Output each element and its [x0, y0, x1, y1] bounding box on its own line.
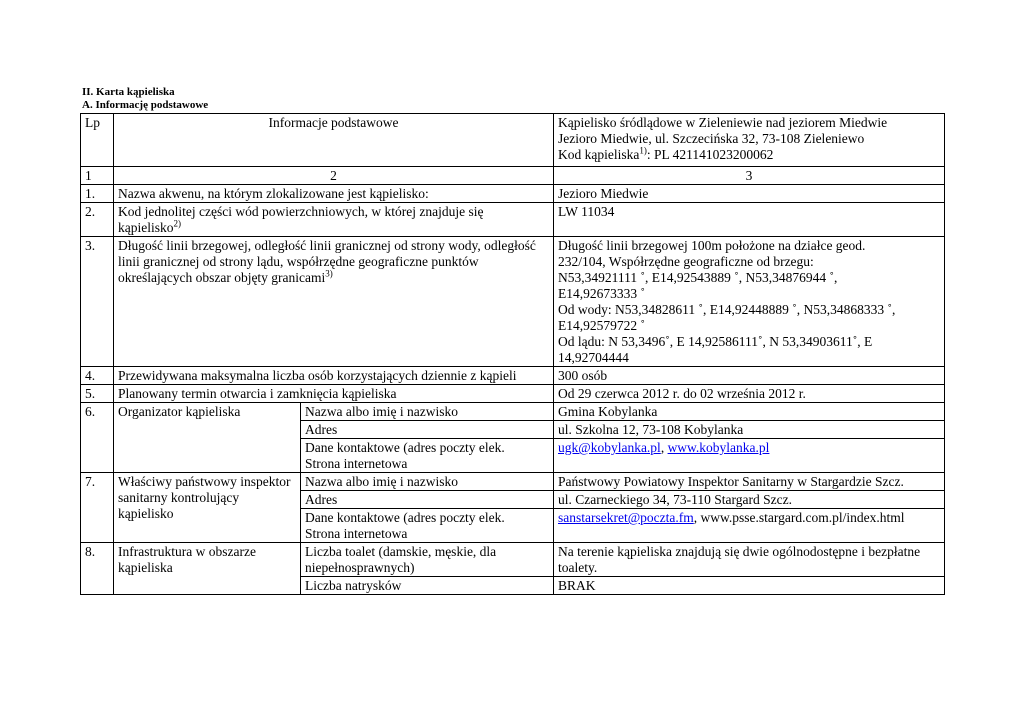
table-row: [81, 543, 945, 577]
header-value-line1: Kąpielisko śródlądowe w Zieleniewie nad jeziorem Miedwie: [558, 115, 888, 130]
row-label: Infrastruktura w obszarze kąpieliska: [114, 543, 301, 595]
row-lp: 7.: [81, 473, 114, 543]
coord-line: 232/104, Współrzędne geograficzne od brzegu:: [558, 254, 814, 269]
sub-label: Nazwa albo imię i nazwisko: [301, 403, 554, 421]
website-link[interactable]: www.kobylanka.pl: [667, 440, 770, 455]
table-row: [81, 185, 945, 203]
table-row: [81, 403, 945, 421]
sub-value: [554, 439, 945, 473]
table-header-row: [81, 114, 945, 167]
header-value: [554, 114, 945, 167]
sub-value: Na terenie kąpieliska znajdują się dwie ogólnodostępne i bezpłatne toalety.: [554, 543, 945, 577]
row-lp: 3.: [81, 237, 114, 367]
table-row: [81, 385, 945, 403]
sub-label: Liczba toalet (damskie, męskie, dla niepełnosprawnych): [301, 543, 554, 577]
colnum-1: 1: [81, 167, 114, 185]
table-row: [81, 237, 945, 367]
table-row: [81, 367, 945, 385]
coord-line: N53,34921111 ˚, E14,92543889 ˚, N53,34876944 ˚,: [558, 270, 838, 285]
contact-label-line2: Strona internetowa: [305, 456, 408, 471]
row-label: Organizator kąpieliska: [114, 403, 301, 473]
row-lp: 4.: [81, 367, 114, 385]
bathing-area-table: [80, 113, 945, 595]
subsection-heading: A. Informację podstawowe: [82, 99, 209, 111]
row-label: [114, 237, 554, 367]
footnote-marker: 1): [639, 145, 647, 156]
contact-label-line1: Dane kontaktowe (adres poczty elek.: [305, 440, 505, 455]
email-link[interactable]: sanstarsekret@poczta.fm: [558, 510, 694, 525]
sub-value: [554, 509, 945, 543]
bathing-code-label: Kod kąpieliska: [558, 147, 640, 162]
website-text: , www.psse.stargard.com.pl/index.html: [693, 510, 905, 525]
sub-value: ul. Szkolna 12, 73-108 Kobylanka: [554, 421, 945, 439]
colnum-3: 3: [554, 167, 945, 185]
sub-value: ul. Czarneckiego 34, 73-110 Stargard Szcz.: [554, 491, 945, 509]
coord-line: 14,92704444: [558, 350, 629, 365]
contact-label-line1: Dane kontaktowe (adres poczty elek.: [305, 510, 505, 525]
column-numbers-row: [81, 167, 945, 185]
row-label: Planowany termin otwarcia i zamknięcia kąpieliska: [114, 385, 554, 403]
colnum-2: 2: [114, 167, 554, 185]
sub-value: Państwowy Powiatowy Inspektor Sanitarny w Stargardzie Szcz.: [554, 473, 945, 491]
email-link[interactable]: ugk@kobylanka.pl: [558, 440, 661, 455]
row-lp: 2.: [81, 203, 114, 237]
table-row: [81, 473, 945, 491]
sub-label: [301, 509, 554, 543]
row-value: Jezioro Miedwie: [554, 185, 945, 203]
row-label: Nazwa akwenu, na którym zlokalizowane jest kąpielisko:: [114, 185, 554, 203]
coord-line: Długość linii brzegowej 100m położone na działce geod.: [558, 238, 866, 253]
row-lp: 1.: [81, 185, 114, 203]
coord-line: Od wody: N53,34828611 ˚, E14,92448889 ˚, N53,34868333 ˚,: [558, 302, 896, 317]
header-value-line3: [558, 147, 940, 163]
sub-label: Nazwa albo imię i nazwisko: [301, 473, 554, 491]
sub-value: Gmina Kobylanka: [554, 403, 945, 421]
header-info: Informacje podstawowe: [114, 114, 554, 167]
row-lp: 6.: [81, 403, 114, 473]
bathing-code-value: : PL 421141023200062: [646, 147, 774, 162]
contact-label-line2: Strona internetowa: [305, 526, 408, 541]
separator: ,: [660, 440, 668, 455]
row-value: Od 29 czerwca 2012 r. do 02 września 2012 r.: [554, 385, 945, 403]
coord-line: Od lądu: N 53,3496˚, E 14,92586111˚, N 53,34903611˚, E: [558, 334, 873, 349]
row-value: LW 11034: [554, 203, 945, 237]
sub-value: BRAK: [554, 577, 945, 595]
row-label-text: Kod jednolitej części wód powierzchniowych, w której znajduje się kąpielisko: [118, 204, 484, 235]
row-label: Właściwy państwowy inspektor sanitarny kontrolujący kąpielisko: [114, 473, 301, 543]
row-label: Przewidywana maksymalna liczba osób korzystających dziennie z kąpieli: [114, 367, 554, 385]
coord-line: E14,92673333 ˚: [558, 286, 646, 301]
footnote-marker: 3): [325, 268, 333, 279]
row-lp: 5.: [81, 385, 114, 403]
section-heading: II. Karta kąpieliska: [82, 86, 175, 98]
row-label-text: Długość linii brzegowej, odległość linii granicznej od strony wody, odległość linii granicznej od strony lądu, współrzędne geograficzne punktów określających obszar objęty granicami: [118, 238, 536, 285]
row-value: 300 osób: [554, 367, 945, 385]
sub-label: Liczba natrysków: [301, 577, 554, 595]
sub-label: [301, 439, 554, 473]
coord-line: E14,92579722 ˚: [558, 318, 646, 333]
row-lp: 8.: [81, 543, 114, 595]
sub-label: Adres: [301, 491, 554, 509]
row-label: [114, 203, 554, 237]
header-value-line2: Jezioro Miedwie, ul. Szczecińska 32, 73-108 Zieleniewo: [558, 131, 865, 146]
row-value: [554, 237, 945, 367]
footnote-marker: 2): [173, 218, 181, 229]
sub-label: Adres: [301, 421, 554, 439]
table-row: [81, 203, 945, 237]
header-lp: Lp: [81, 114, 114, 167]
